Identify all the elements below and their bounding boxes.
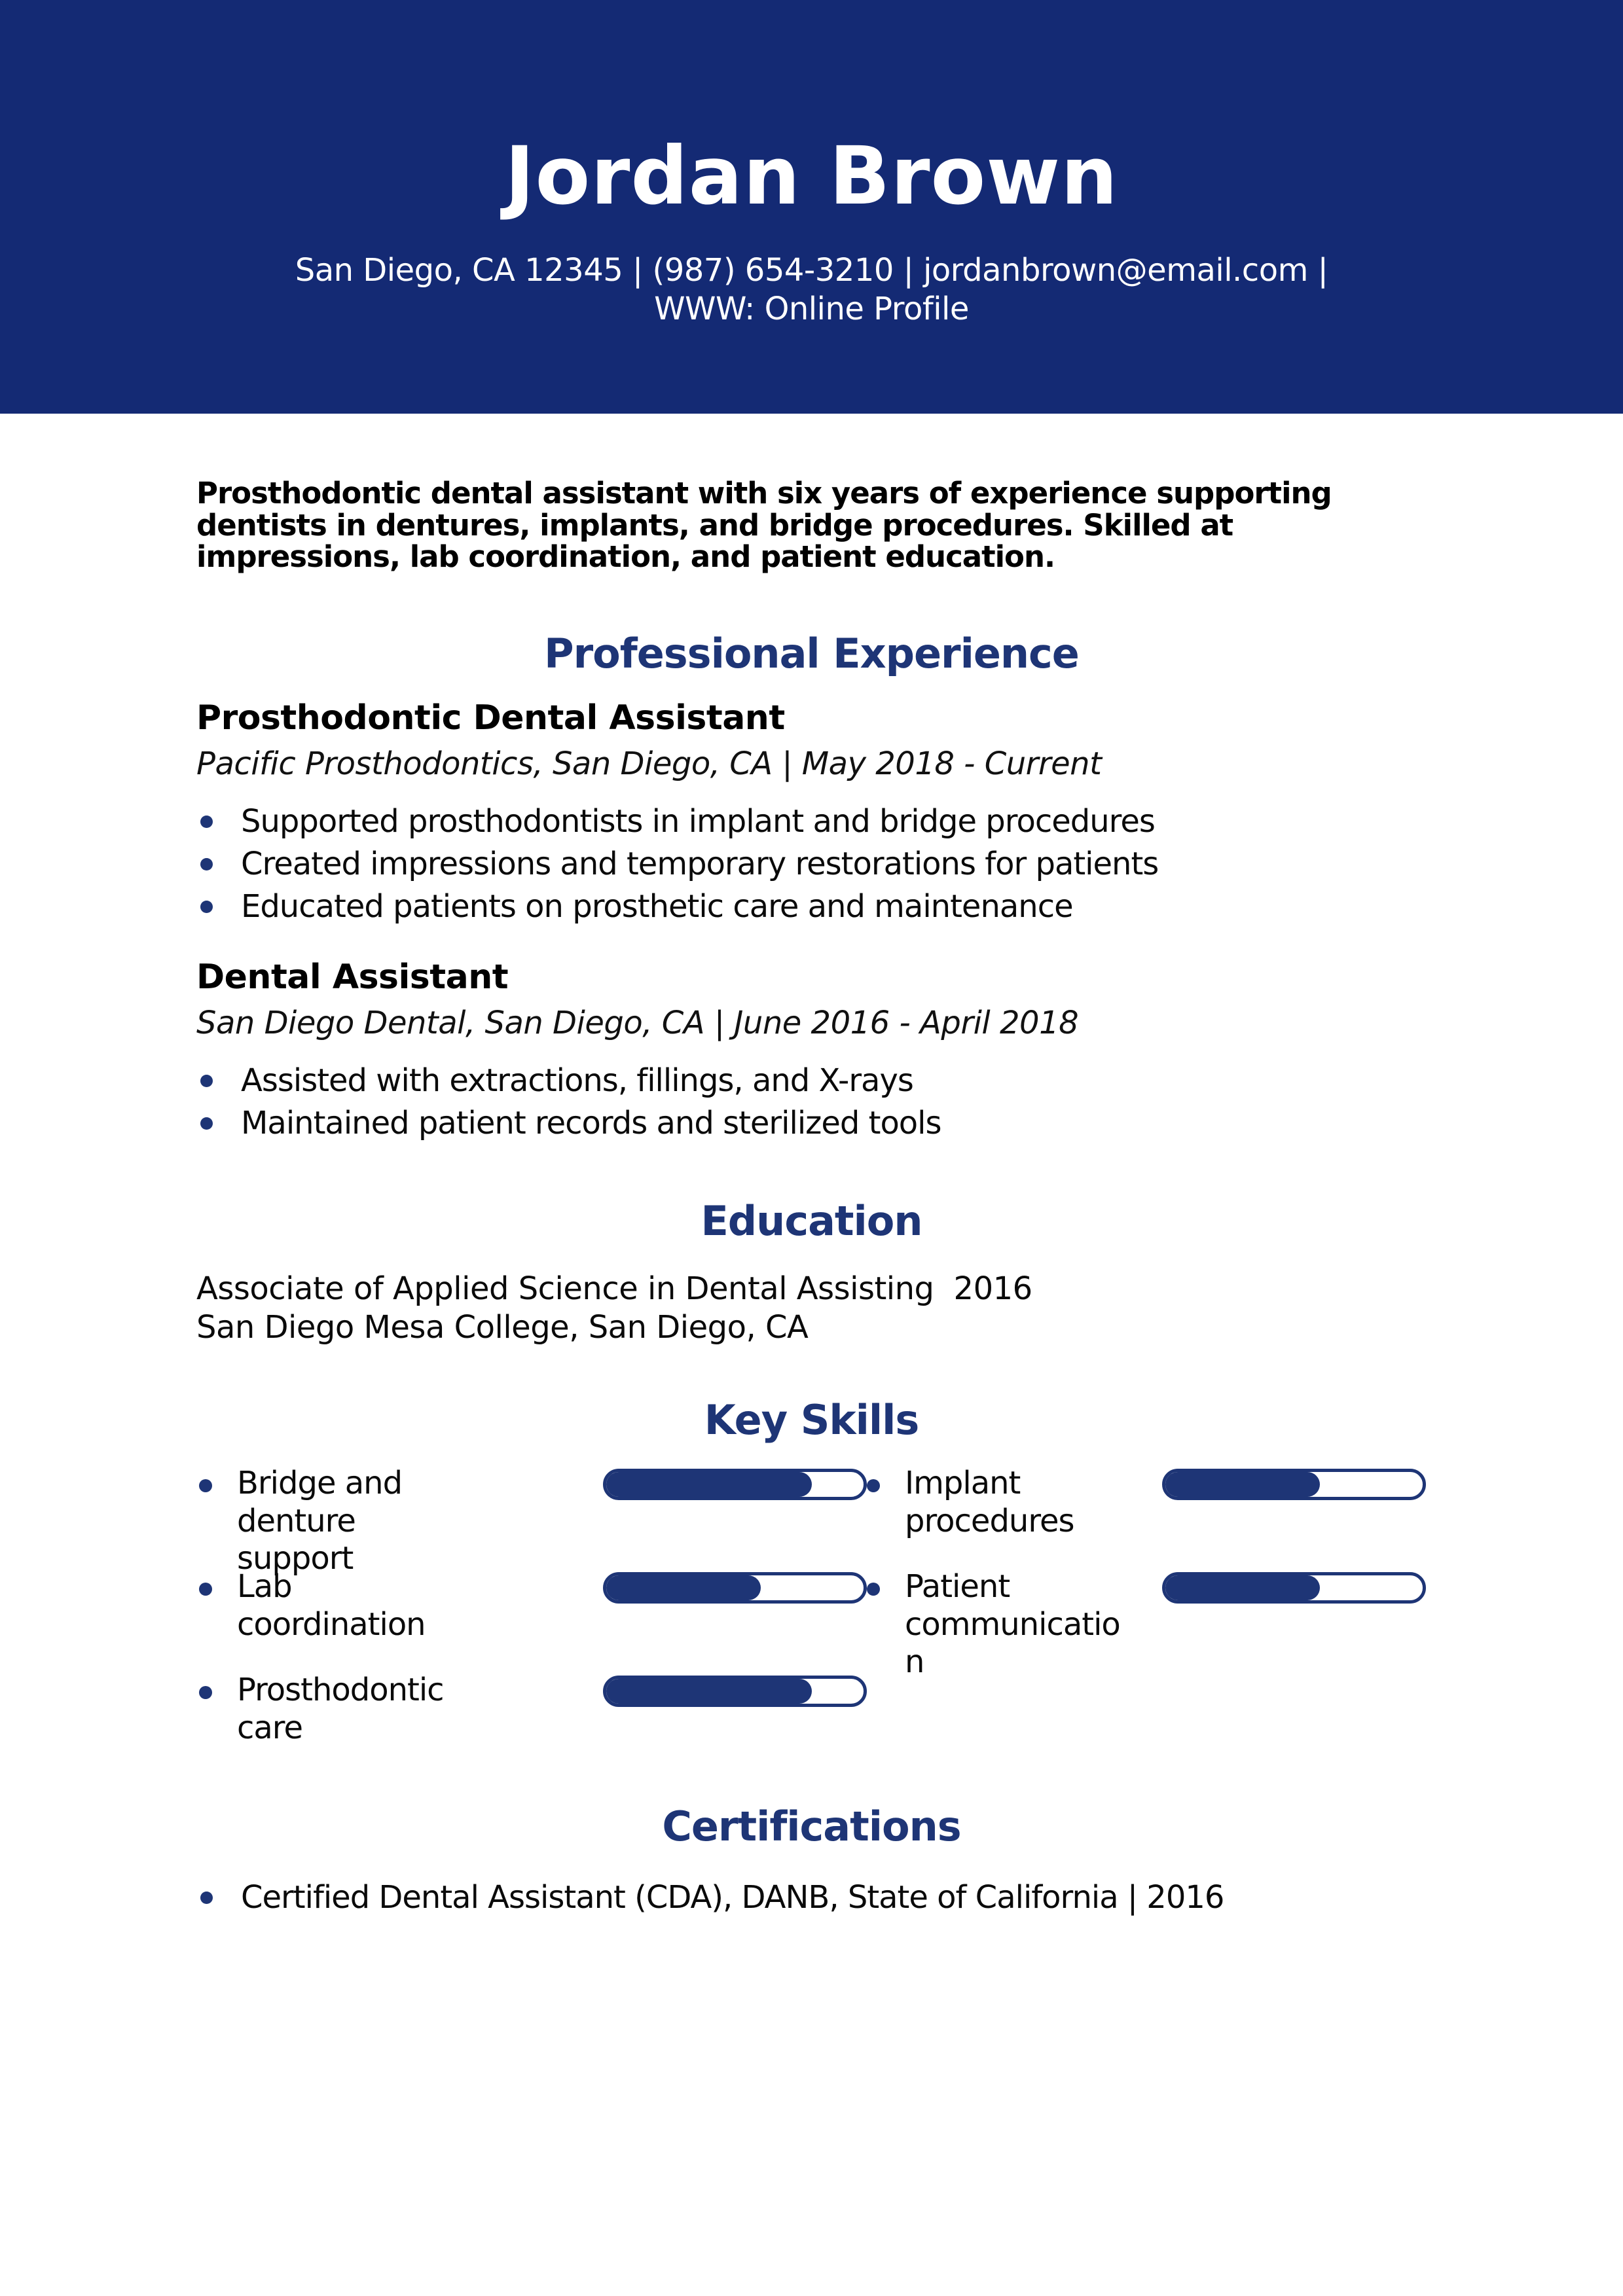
job-bullet-list [196,1060,1427,1145]
job-title: Prosthodontic Dental Assistant [196,698,785,738]
section-certifications [196,1803,1427,1919]
job-bullet-list [196,800,1427,929]
job-entry [196,698,1427,929]
skill-item [867,1465,1426,1568]
resume-body [0,478,1623,1919]
section-title-education: Education [701,1197,922,1246]
job-bullet: Maintained patient records and sterilized tools [196,1102,1427,1145]
professional-summary: Prosthodontic dental assistant with six years of experience supporting dentists in dentures, implants, and bridge procedures. Skilled at impressions, lab coordination, and patient education. [196,476,1332,575]
certification-list [196,1876,1427,1919]
section-key-skills [196,1396,1427,1775]
section-title-key-skills: Key Skills [704,1396,919,1444]
skill-item [867,1568,1426,1681]
bullet-dot-icon [199,1686,212,1699]
section-title-experience: Professional Experience [544,629,1079,677]
skill-progress-bar [603,1572,867,1604]
contact-line-1: San Diego, CA 12345 | (987) 654-3210 | jordanbrown@email.com | [295,252,1328,289]
skill-progress-bar [1162,1572,1426,1604]
skill-label: Patient communication [905,1568,1120,1681]
skill-label: Lab coordination [237,1568,426,1643]
header-band [0,0,1623,414]
skill-progress-fill [1165,1472,1320,1497]
job-bullet: Supported prosthodontists in implant and bridge procedures [196,800,1427,843]
skill-progress-bar [603,1469,867,1500]
skill-progress-fill [606,1575,761,1600]
education-school-line: San Diego Mesa College, San Diego, CA [196,1308,809,1346]
skill-progress-fill [606,1472,812,1497]
education-degree-line [196,1270,1427,1308]
skill-progress-fill [1165,1575,1320,1600]
skill-progress-fill [606,1679,812,1704]
job-bullet: Assisted with extractions, fillings, and X-rays [196,1060,1427,1102]
bullet-dot-icon [867,1583,880,1596]
section-education [196,1197,1427,1346]
job-meta: Pacific Prosthodontics, San Diego, CA | May 2018 - Current [196,745,1102,782]
bullet-dot-icon [867,1479,880,1492]
skill-item [199,1672,867,1775]
skill-item [199,1465,867,1577]
skills-grid [199,1465,1427,1775]
job-entry [196,958,1427,1145]
resume-name: Jordan Brown [505,130,1118,223]
job-bullet: Educated patients on prosthetic care and maintenance [196,886,1427,928]
job-title: Dental Assistant [196,957,509,997]
skill-progress-bar [1162,1469,1426,1500]
skill-label: Prosthodontic care [237,1672,444,1746]
section-experience [196,630,1427,1145]
bullet-dot-icon [199,1479,212,1492]
skill-label: Bridge and denture support [237,1465,403,1577]
section-title-certifications: Certifications [662,1803,961,1851]
job-meta: San Diego Dental, San Diego, CA | June 2016 - April 2018 [196,1004,1079,1041]
skill-label: Implant procedures [905,1465,1074,1539]
skill-progress-bar [603,1676,867,1707]
education-degree: Associate of Applied Science in Dental Assisting [196,1270,934,1308]
certification-item: Certified Dental Assistant (CDA), DANB, State of California | 2016 [196,1876,1427,1919]
skill-item [199,1568,867,1672]
bullet-dot-icon [199,1583,212,1596]
job-bullet: Created impressions and temporary restorations for patients [196,843,1427,886]
contact-line-2: WWW: Online Profile [654,290,969,327]
education-year: 2016 [953,1270,1032,1308]
contact-info [0,251,1623,328]
